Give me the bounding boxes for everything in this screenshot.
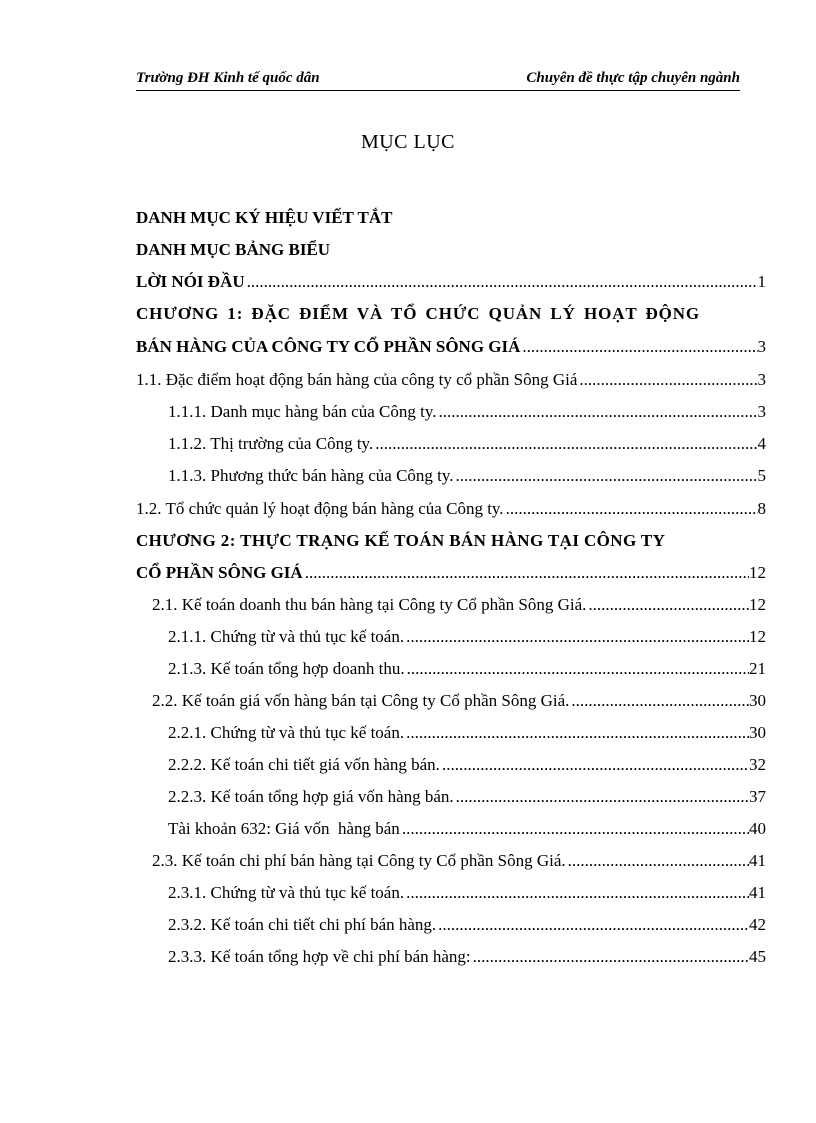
toc-entry-label: 1.1.3. Phương thức bán hàng của Công ty. bbox=[168, 466, 454, 485]
toc-entry-label: 2.2.2. Kế toán chi tiết giá vốn hàng bán. bbox=[168, 755, 440, 774]
toc-entry-chapter-1-line-1[interactable] bbox=[136, 302, 718, 326]
toc-entry-label: 2.2. Kế toán giá vốn hàng bán tại Công ty Cổ phần Sông Giá. bbox=[152, 691, 570, 710]
toc-leader-dots bbox=[456, 785, 749, 809]
toc-entry-page: 32 bbox=[749, 755, 766, 774]
toc-entry-section-2-2-1[interactable] bbox=[168, 721, 766, 745]
toc-entry-label: LỜI NÓI ĐẦU bbox=[136, 272, 245, 291]
toc-entry-page: 8 bbox=[757, 499, 766, 518]
page-title: MỤC LỤC bbox=[360, 131, 456, 153]
toc-entry-chapter-2-line-1[interactable] bbox=[136, 529, 718, 553]
toc-entry-label: 1.2. Tổ chức quản lý hoạt động bán hàng của Công ty. bbox=[136, 499, 504, 518]
toc-entry-label: DANH MỤC KÝ HIỆU VIẾT TẮT bbox=[136, 208, 393, 227]
toc-leader-dots bbox=[407, 657, 749, 681]
toc-leader-dots bbox=[406, 721, 749, 745]
toc-entry-section-2-3-3[interactable] bbox=[168, 945, 766, 969]
toc-entry-label: CỔ PHẦN SÔNG GIÁ bbox=[136, 563, 303, 582]
toc-leader-dots bbox=[402, 817, 749, 841]
toc-entry-label: CHƯƠNG 1: ĐẶC ĐIỂM VÀ TỔ CHỨC QUẢN LÝ HOẠT ĐỘNG bbox=[136, 304, 701, 323]
toc-leader-dots bbox=[506, 497, 758, 521]
toc-entry-label: 2.1. Kế toán doanh thu bán hàng tại Công ty Cổ phần Sông Giá. bbox=[152, 595, 587, 614]
toc-leader-dots bbox=[305, 561, 749, 585]
toc-entry-section-2-1-1[interactable] bbox=[168, 625, 766, 649]
toc-entry-section-2-3-2[interactable] bbox=[168, 913, 766, 937]
toc-entry-section-2-2-3[interactable] bbox=[168, 785, 766, 809]
toc-leader-dots bbox=[522, 335, 757, 359]
toc-entry-page: 1 bbox=[757, 272, 766, 291]
toc-entry-section-1-1-1[interactable] bbox=[168, 400, 766, 424]
toc-entry-chapter-1-line-2[interactable] bbox=[136, 335, 766, 359]
toc-entry-page: 12 bbox=[749, 563, 766, 582]
toc-entry-page: 42 bbox=[749, 915, 766, 934]
toc-entry-account-632[interactable] bbox=[168, 817, 766, 841]
toc-entry-label: 2.3.3. Kế toán tổng hợp về chi phí bán hàng: bbox=[168, 947, 471, 966]
toc-entry-label: 1.1.2. Thị trường của Công ty. bbox=[168, 434, 374, 453]
toc-entry-section-2-2-2[interactable] bbox=[168, 753, 766, 777]
header-school-name: Trường ĐH Kinh tế quốc dân bbox=[136, 70, 320, 86]
toc-entry-page: 4 bbox=[757, 434, 766, 453]
toc-entry-section-2-1[interactable] bbox=[152, 593, 766, 617]
toc-leader-dots bbox=[406, 625, 749, 649]
toc-leader-dots bbox=[568, 849, 749, 873]
toc-leader-dots bbox=[375, 432, 757, 456]
toc-entry-label: 2.2.3. Kế toán tổng hợp giá vốn hàng bán. bbox=[168, 787, 454, 806]
toc-entry-section-2-1-3[interactable] bbox=[168, 657, 766, 681]
toc-entry-abbreviations[interactable] bbox=[136, 206, 766, 230]
toc-entry-label: 2.3.2. Kế toán chi tiết chi phí bán hàng. bbox=[168, 915, 437, 934]
toc-entry-label: 2.3. Kế toán chi phí bán hàng tại Công ty Cổ phần Sông Giá. bbox=[152, 851, 566, 870]
toc-entry-page: 37 bbox=[749, 787, 766, 806]
toc-entry-section-1-1-2[interactable] bbox=[168, 432, 766, 456]
toc-entry-page: 41 bbox=[749, 851, 766, 870]
toc-entry-label: Tài khoản 632: Giá vốn hàng bán bbox=[168, 819, 400, 838]
toc-entry-label: 2.1.3. Kế toán tổng hợp doanh thu. bbox=[168, 659, 405, 678]
toc-entry-label: BÁN HÀNG CỦA CÔNG TY CỔ PHẦN SÔNG GIÁ bbox=[136, 337, 521, 356]
page-header bbox=[136, 68, 740, 91]
toc-entry-preface[interactable] bbox=[136, 270, 766, 294]
toc-entry-section-1-1[interactable] bbox=[136, 368, 766, 392]
toc-entry-page: 30 bbox=[749, 723, 766, 742]
toc-entry-label: DANH MỤC BẢNG BIỂU bbox=[136, 240, 331, 259]
toc-leader-dots bbox=[588, 593, 749, 617]
toc-leader-dots bbox=[456, 464, 758, 488]
toc-leader-dots bbox=[579, 368, 757, 392]
toc-entry-chapter-2-line-2[interactable] bbox=[136, 561, 766, 585]
toc-entry-section-2-3-1[interactable] bbox=[168, 881, 766, 905]
toc-entry-page: 40 bbox=[749, 819, 766, 838]
toc-entry-section-2-2[interactable] bbox=[152, 689, 766, 713]
toc-entry-page: 3 bbox=[757, 337, 766, 356]
toc-entry-page: 12 bbox=[749, 595, 766, 614]
toc-entry-label: 1.1. Đặc điểm hoạt động bán hàng của công ty cổ phần Sông Giá bbox=[136, 370, 578, 389]
toc-entry-label: 2.2.1. Chứng từ và thủ tục kế toán. bbox=[168, 723, 405, 742]
toc-entry-section-1-1-3[interactable] bbox=[168, 464, 766, 488]
toc-entry-section-2-3[interactable] bbox=[152, 849, 766, 873]
toc-entry-label: 2.1.1. Chứng từ và thủ tục kế toán. bbox=[168, 627, 405, 646]
toc-entry-page: 30 bbox=[749, 691, 766, 710]
toc-leader-dots bbox=[442, 753, 749, 777]
toc-entry-label: 2.3.1. Chứng từ và thủ tục kế toán. bbox=[168, 883, 405, 902]
toc-leader-dots bbox=[438, 913, 749, 937]
toc-leader-dots bbox=[438, 400, 757, 424]
toc-entry-tables[interactable] bbox=[136, 238, 766, 262]
toc-leader-dots bbox=[571, 689, 749, 713]
header-document-type: Chuyên đề thực tập chuyên ngành bbox=[526, 70, 740, 86]
toc-leader-dots bbox=[473, 945, 749, 969]
toc-entry-page: 5 bbox=[757, 466, 766, 485]
toc-leader-dots bbox=[247, 270, 758, 294]
toc-entry-page: 41 bbox=[749, 883, 766, 902]
toc-entry-page: 3 bbox=[757, 402, 766, 421]
toc-leader-dots bbox=[406, 881, 749, 905]
toc-entry-page: 12 bbox=[749, 627, 766, 646]
toc-entry-label: CHƯƠNG 2: THỰC TRẠNG KẾ TOÁN BÁN HÀNG TẠI CÔNG TY bbox=[136, 531, 666, 550]
toc-entry-page: 3 bbox=[757, 370, 766, 389]
toc-entry-page: 21 bbox=[749, 659, 766, 678]
toc-entry-section-1-2[interactable] bbox=[136, 497, 766, 521]
toc-entry-label: 1.1.1. Danh mục hàng bán của Công ty. bbox=[168, 402, 437, 421]
toc-entry-page: 45 bbox=[749, 947, 766, 966]
